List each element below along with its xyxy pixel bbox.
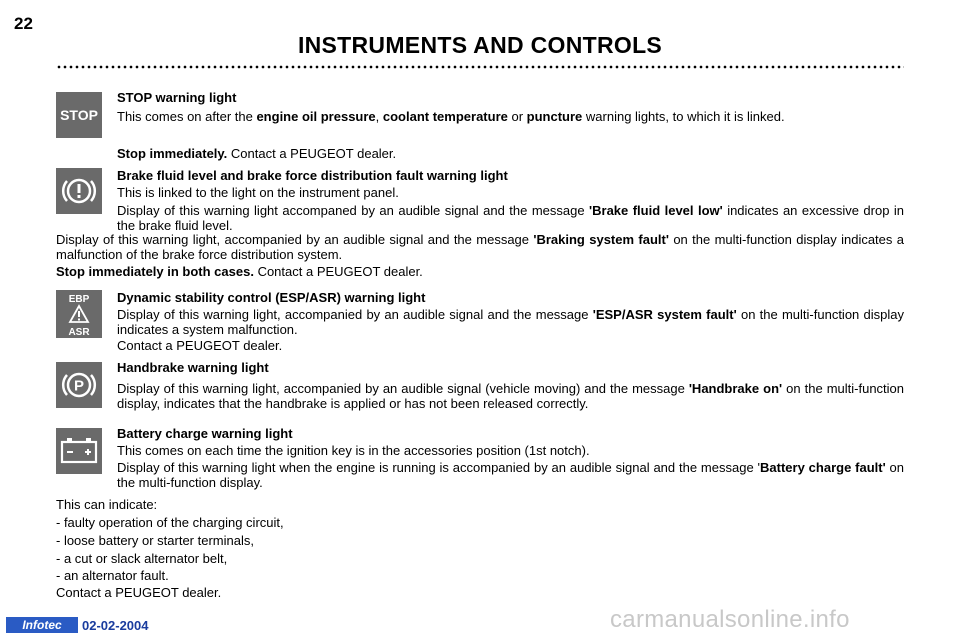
stop-paragraph-1: This comes on after the engine oil pressure, coolant temperature or puncture warning lights, to which it is linked. — [117, 109, 785, 124]
battery-heading: Battery charge warning light — [117, 426, 293, 441]
battery-paragraph-1: This comes on each time the ignition key is in the accessories position (1st notch). — [117, 443, 590, 458]
esp-icon-top-text: EBP — [68, 294, 90, 305]
battery-paragraph-2: Display of this warning light when the engine is running is accompanied by an audible signal and the message 'Battery charge fault' on the multi-function display. — [117, 460, 905, 490]
list-item: - faulty operation of the charging circuit, — [56, 515, 284, 530]
infotec-logo: Infotec — [6, 617, 78, 633]
esp-asr-icon — [56, 290, 102, 338]
svg-text:P: P — [73, 377, 85, 395]
brake-paragraph-2: Display of this warning light accompaned by an audible signal and the message 'Brake fluid level low' indicates an excessive drop in the brake fluid level. — [117, 203, 904, 233]
brake-paragraph-3: Display of this warning light, accompanied by an audible signal and the message 'Braking system fault' on the multi-function display indicates a malfunction of the brake force distribution system. — [56, 232, 904, 262]
handbrake-icon — [56, 362, 102, 408]
footer-date: 02-02-2004 — [82, 618, 149, 633]
stop-heading: STOP warning light — [117, 90, 237, 105]
handbrake-heading: Handbrake warning light — [117, 360, 269, 375]
stop-paragraph-2: Stop immediately. Contact a PEUGEOT dealer. — [117, 146, 397, 161]
brake-warning-icon — [56, 168, 102, 214]
page-number: 22 — [14, 14, 33, 33]
esp-heading: Dynamic stability control (ESP/ASR) warning light — [117, 290, 426, 305]
stop-icon-text: STOP — [60, 107, 98, 123]
handbrake-paragraph-1: Display of this warning light, accompanied by an audible signal (vehicle moving) and the message 'Handbrake on' on the multi-function display, indicates that the handbrake is applied or has not been released correctly. — [117, 381, 905, 411]
title-dotted-divider — [56, 64, 904, 70]
list-item: - a cut or slack alternator belt, — [56, 551, 228, 566]
list-item: - an alternator fault. — [56, 568, 169, 583]
esp-paragraph-2: Contact a PEUGEOT dealer. — [117, 338, 283, 353]
stop-icon — [56, 92, 102, 138]
esp-paragraph-1: Display of this warning light, accompanied by an audible signal and the message 'ESP/ASR system fault' on the multi-function display indicates a system malfunction. — [117, 307, 904, 337]
battery-icon — [56, 428, 102, 474]
brake-heading: Brake fluid level and brake force distribution fault warning light — [117, 168, 508, 183]
battery-closing: Contact a PEUGEOT dealer. — [56, 585, 222, 600]
list-item: - loose battery or starter terminals, — [56, 533, 254, 548]
watermark: carmanualsonline.info — [610, 606, 850, 633]
esp-icon-bottom-text: ASR — [68, 327, 90, 337]
battery-list-intro: This can indicate: — [56, 497, 158, 512]
brake-paragraph-1: This is linked to the light on the instrument panel. — [117, 185, 399, 200]
page-title: INSTRUMENTS AND CONTROLS — [297, 32, 663, 58]
brake-paragraph-4: Stop immediately in both cases. Contact a PEUGEOT dealer. — [56, 264, 423, 279]
